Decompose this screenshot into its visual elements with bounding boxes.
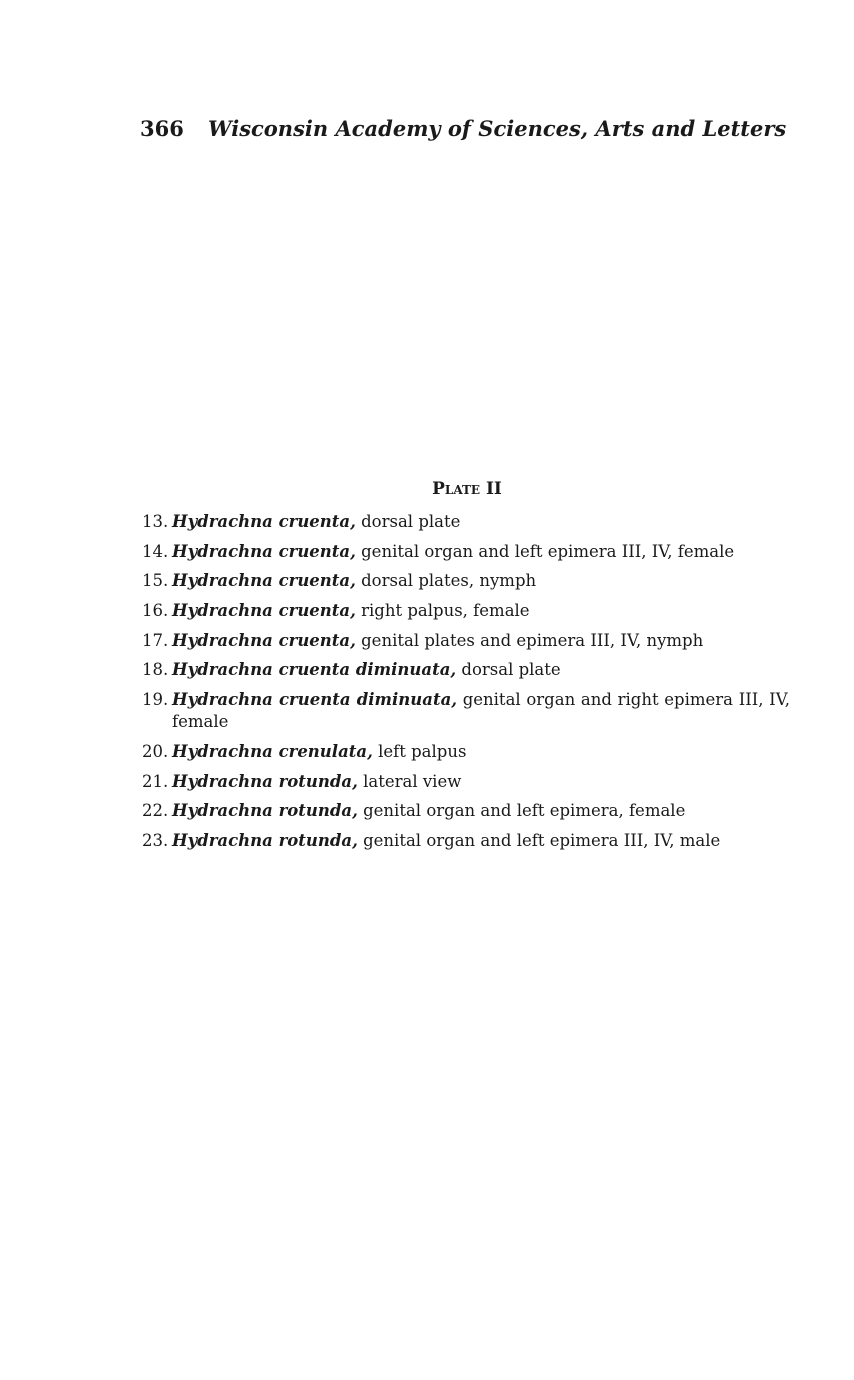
caption-number: 16.: [142, 601, 169, 621]
caption-taxon: Hydrachna cruenta,: [172, 541, 356, 561]
caption-item: [142, 511, 790, 533]
caption-taxon: Hydrachna cruenta,: [172, 630, 356, 650]
caption-list: [142, 511, 790, 860]
caption-taxon: Hydrachna cruenta,: [172, 571, 356, 591]
caption-taxon: Hydrachna cruenta,: [172, 512, 356, 531]
caption-description: left palpus: [372, 741, 467, 761]
plate-heading: Plate II: [432, 479, 502, 499]
caption-item: [142, 659, 790, 681]
caption-taxon: Hydrachna cruenta diminuata,: [172, 690, 458, 710]
caption-number: 15.: [142, 571, 169, 591]
caption-number: 20.: [142, 741, 169, 761]
caption-description: genital plates and epimera III, IV, nymph: [355, 630, 704, 650]
caption-number: 17.: [142, 630, 169, 650]
caption-item: [142, 600, 790, 622]
caption-description: genital organ and left epimera, female: [357, 801, 686, 821]
caption-description: lateral view: [357, 771, 462, 791]
caption-item: [142, 541, 790, 563]
running-head: [140, 114, 787, 144]
caption-taxon: Hydrachna crenulata,: [172, 741, 373, 761]
caption-number: 19.: [142, 690, 169, 710]
page-number: 366: [140, 116, 184, 141]
caption-taxon: Hydrachna rotunda,: [172, 830, 358, 850]
caption-number: 22.: [142, 801, 169, 821]
caption-taxon: Hydrachna cruenta diminuata,: [172, 660, 457, 680]
caption-item: [142, 630, 790, 652]
caption-number: 21.: [142, 771, 169, 791]
caption-taxon: Hydrachna cruenta,: [172, 601, 356, 621]
caption-description: right palpus, female: [355, 601, 530, 621]
caption-taxon: Hydrachna rotunda,: [172, 771, 358, 791]
caption-item: [142, 570, 790, 592]
caption-number: 14.: [142, 541, 169, 561]
caption-description: genital organ and left epimera III, IV, male: [357, 830, 721, 850]
caption-number: 18.: [142, 660, 169, 680]
caption-item: [142, 771, 790, 793]
caption-item: [142, 741, 790, 763]
caption-description: dorsal plates, nymph: [355, 571, 537, 591]
caption-description: genital organ and right epimera III, IV, female: [172, 690, 790, 732]
caption-taxon: Hydrachna rotunda,: [172, 801, 358, 821]
caption-description: genital organ and left epimera III, IV, female: [355, 541, 735, 561]
caption-description: dorsal plate: [355, 512, 461, 531]
caption-description: dorsal plate: [456, 660, 561, 680]
caption-item: [142, 800, 790, 822]
caption-item: [142, 689, 790, 733]
journal-title: Wisconsin Academy of Sciences, Arts and Letters: [208, 116, 787, 141]
caption-number: 13.: [142, 512, 169, 531]
caption-item: [142, 830, 790, 852]
caption-number: 23.: [142, 830, 169, 850]
